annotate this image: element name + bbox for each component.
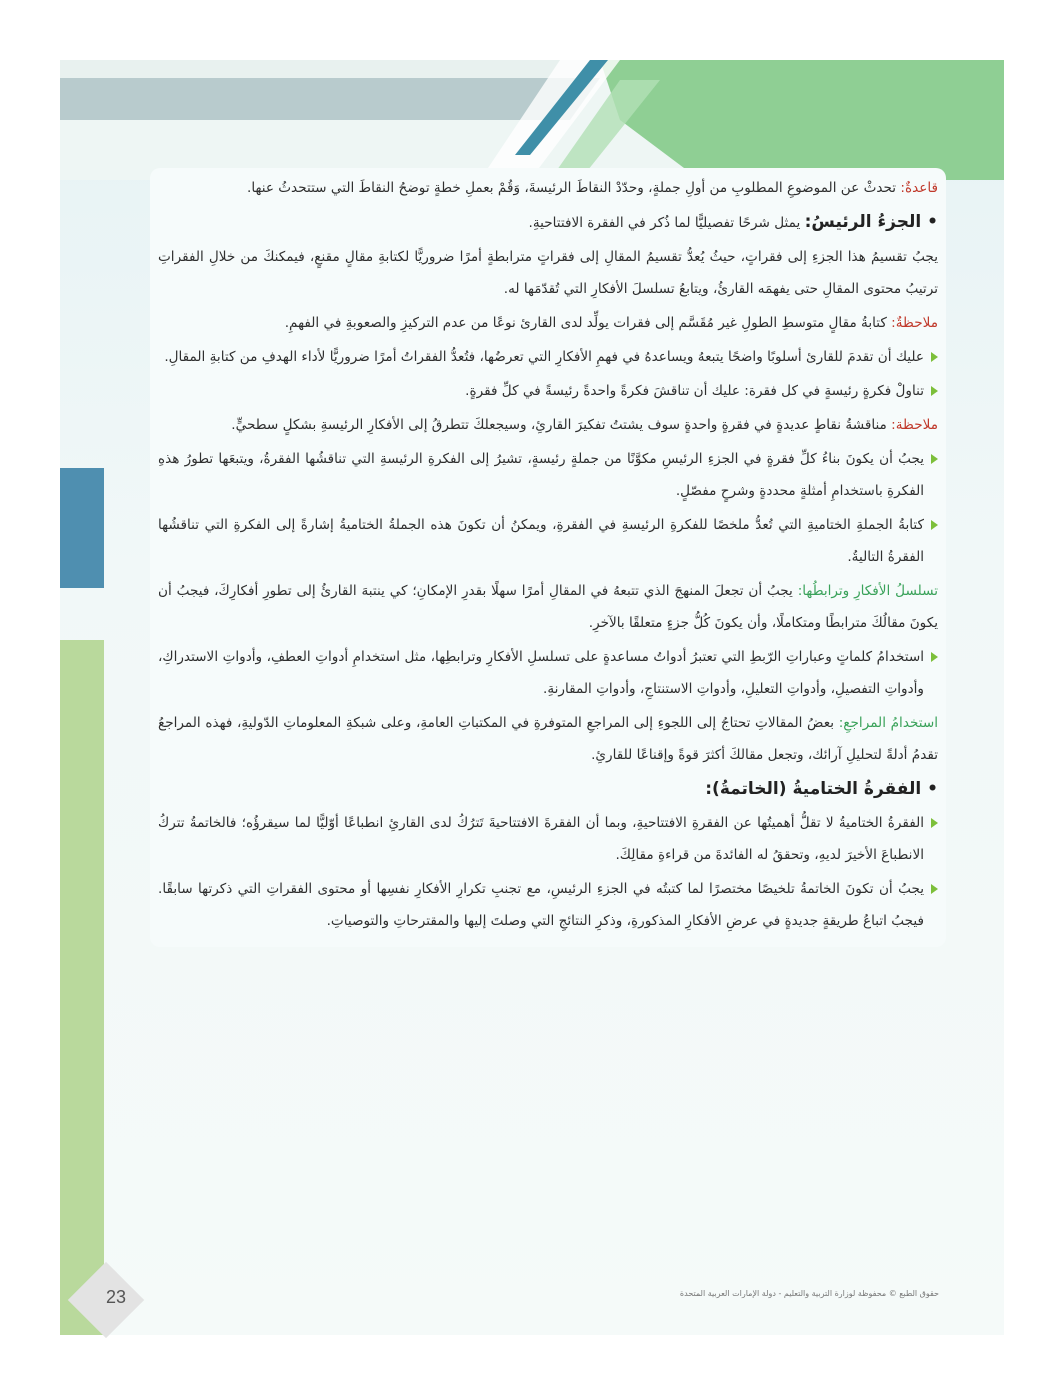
- rule-label: قاعدةٌ:: [900, 180, 938, 196]
- main-part-paragraph: يجبُ تقسيمُ هذا الجزءِ إلى فقراتٍ، حيثُ يُعدُّ تقسيمُ المقالِ إلى فقراتٍ مترابطةٍ أمرًا ضروريًّا لكتابةِ مقالٍ مقنعٍ، فيمكنكَ من خلالِ الفقراتِ ترتيبُ محتوى المقالِ حتى يفهمَه القارئُ، ويتابعُ تسلسلَ الأفكارِ التي تُقدّمَها له.: [158, 249, 938, 297]
- main-bullet-5: [158, 641, 938, 705]
- page-number: 23: [105, 1287, 127, 1307]
- note-1: [158, 307, 938, 339]
- header-banner: [60, 60, 1004, 180]
- main-part-intro-text: يمثل شرحًا تفصيليًّا لما ذُكر في الفقرة الافتتاحيةِ.: [528, 215, 801, 231]
- bullet-triangle-icon: [931, 652, 938, 662]
- main-bullet-3-text: يجبُ أن يكونَ بناءُ كلِّ فقرةٍ في الجزءِ الرئيسِ مكوَّنًا من جملةٍ رئيسةٍ، تشيرُ إلى الفكرةِ الرئيسةِ التي تناقشُها الفقرةُ، ويتبعَها تطورُ هذهِ الفكرةِ باستخدامِ أمثلةٍ محددةٍ وشرحٍ مفصّلٍ.: [158, 451, 924, 499]
- green-side-band: [60, 640, 104, 1335]
- main-bullet-4-text: كتابةُ الجملةِ الختاميةِ التي تُعدُّ ملخصًا للفكرةِ الرئيسةِ في الفقرةِ، ويمكنُ أن تكونَ هذه الجملةُ الختاميةُ إشارةً إلى الفكرةِ التي تناقشُها الفقرةُ التاليةُ.: [158, 517, 924, 565]
- closing-bullet-1-text: الفقرةُ الختاميةُ لا تقلُّ أهميتُها عن الفقرةِ الافتتاحيةِ، وبما أن الفقرةَ الافتتاحيةَ تَترُكُ لدى القارئِ انطباعًا أوّليًّا لما سيقرؤُه؛ فالخاتمةُ تتركُ الانطباعَ الأخيرَ لديهِ، وتحققُ له الفائدةَ من قراءةِ مقالِكَ.: [158, 815, 924, 863]
- note-1-label: ملاحظةٌ:: [891, 315, 938, 331]
- blue-side-tab: [60, 468, 104, 588]
- note-2-text: مناقشةُ نقاطٍ عديدةٍ في فقرةٍ واحدةٍ سوف يشتتُ تفكيرَ القارئِ، وسيجعلكَ تتطرقُ إلى الأفكارِ الرئيسةِ بشكلٍ سطحيٍّ.: [231, 417, 887, 433]
- content-panel: [150, 168, 946, 947]
- main-bullet-4: [158, 509, 938, 573]
- rule-text: تحدثْ عن الموضوعِ المطلوبِ من أولِ جملةٍ، وحدّدْ النقاطَ الرئيسةَ، وَقُمْ بعملِ خطةٍ توضحُ النقاطَ التي ستتحدثُ عنها.: [247, 180, 897, 196]
- main-part-intro: [158, 206, 938, 239]
- closing-heading: • الفقرةُ الختاميةُ (الخاتمةُ):: [705, 779, 938, 799]
- references-label: استخدامُ المراجعِ:: [838, 715, 938, 731]
- rule-paragraph: [158, 172, 938, 204]
- sequence-text: يجبُ أن تجعلَ المنهجَ الذي تتبعهُ في المقالِ أمرًا سهلًا بقدرِ الإمكانِ؛ كي ينتبهَ القارئُ إلى تطورِ أفكارِكَ، فيجبُ أن يكونَ مقالُكَ مترابطًا ومتكاملًا، وأن يكونَ كُلُّ جزءٍ متعلقًا بالآخرِ.: [158, 583, 938, 631]
- main-part-heading: • الجزءُ الرئيسُ:: [804, 212, 938, 232]
- sequence-label: تسلسلُ الأفكارِ وترابطُها:: [797, 583, 939, 599]
- bullet-triangle-icon: [931, 386, 938, 396]
- main-bullet-3: [158, 443, 938, 507]
- main-bullet-1-text: عليك أن تقدمَ للقارئ أسلوبًا واضحًا يتبعهُ ويساعدهُ في فهمِ الأفكارِ التي تعرضُها، فتُعدُّ الفقراتُ أمرًا ضروريًّا لأداء الهدفِ من كتابةِ المقالِ.: [164, 349, 924, 365]
- sequence-paragraph: [158, 575, 938, 639]
- note-2-label: ملاحظة:: [891, 417, 938, 433]
- bullet-triangle-icon: [931, 454, 938, 464]
- bullet-triangle-icon: [931, 884, 938, 894]
- closing-bullet-1: [158, 807, 938, 871]
- closing-bullet-2: [158, 873, 938, 937]
- copyright-footer: حقوق الطبع © محفوظة لوزارة التربية والتعليم - دولة الإمارات العربية المتحدة: [679, 1289, 939, 1298]
- note-2: [158, 409, 938, 441]
- closing-bullet-2-text: يجبُ أن تكونَ الخاتمةُ تلخيصًا مختصرًا لما كتبتُه في الجزءِ الرئيسِ، مع تجنبِ تكرارِ الأفكارِ نفسِها أو محتوى الفقراتِ التي ذكرتها سابقًا. فيجبُ اتباعُ طريقةٍ جديدةٍ في عرضِ الأفكارِ المذكورةِ، وذكرِ النتائجِ التي وصلتَ إليها والمقترحاتِ والتوصياتِ.: [158, 881, 924, 929]
- bullet-triangle-icon: [931, 352, 938, 362]
- references-text: بعضُ المقالاتِ تحتاجُ إلى اللجوءِ إلى المراجعِ المتوفرةِ في المكتباتِ العامةِ، وعلى شبكةِ المعلوماتِ الدّوليةِ، فهذه المراجعُ تقدمُ أدلةً لتحليلِ آرائك، وتجعل مقالكَ أكثرَ قوةً وإقناعًا للقارئِ.: [158, 715, 938, 763]
- bullet-triangle-icon: [931, 520, 938, 530]
- note-1-text: كتابةُ مقالٍ متوسطِ الطولِ غير مُقَسَّم إلى فقرات يولِّد لدى القارئ نوعًا من عدم التركيزِ والصعوبةِ في الفهمِ.: [284, 315, 887, 331]
- main-bullet-2-text: تناولْ فكرةٍ رئيسةٍ في كل فقرة: عليك أن تناقشَ فكرةً واحدةً رئيسةً في كلِّ فقرةٍ.: [465, 383, 924, 399]
- main-bullet-1: [158, 341, 938, 373]
- main-bullet-5-text: استخدامُ كلماتٍ وعباراتِ الرّبطِ التي تعتبرُ أدواتُ مساعدةٍ على تسلسلِ الأفكارِ وترابطِها، مثل استخدامِ أدواتِ العطفِ، وأدواتِ الاستدراكِ، وأدواتِ التفصيلِ، وأدواتِ التعليلِ، وأدواتِ الاستنتاجِ، وأدواتِ المقارنةِ.: [158, 649, 924, 697]
- references-paragraph: [158, 707, 938, 771]
- bullet-triangle-icon: [931, 818, 938, 828]
- main-bullet-2: [158, 375, 938, 407]
